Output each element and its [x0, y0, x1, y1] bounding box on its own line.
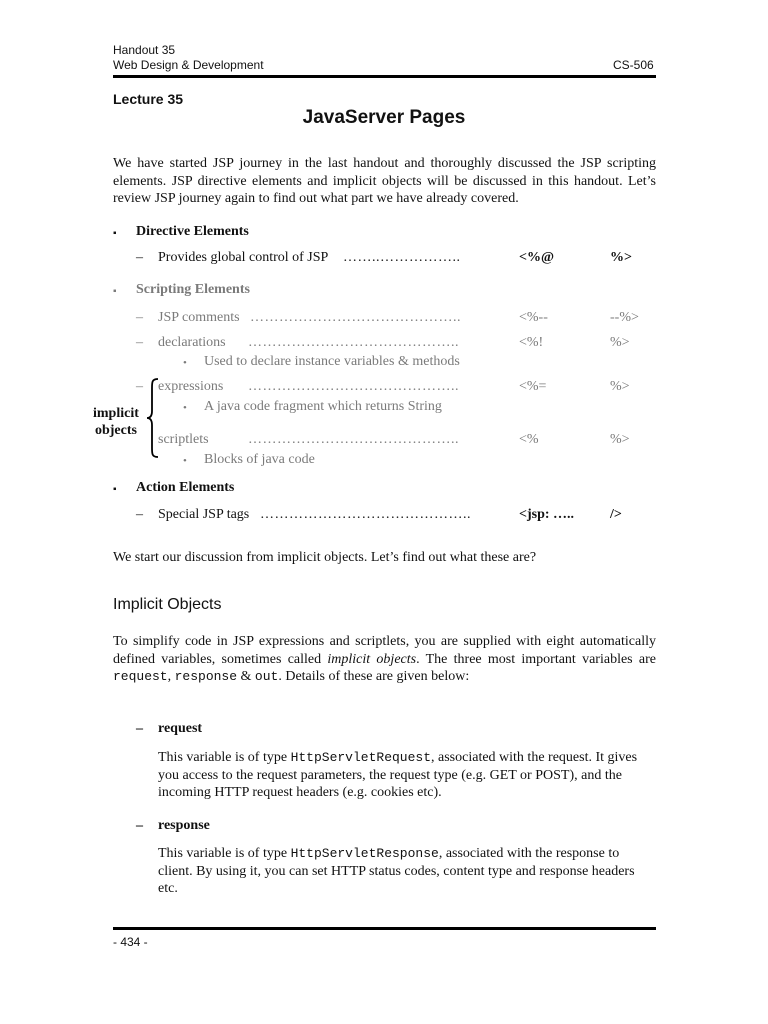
square-bullet-icon: ▪ [113, 228, 117, 239]
implicit-label-line1: implicit [93, 406, 139, 421]
expressions-description: A java code fragment which returns String [204, 399, 442, 414]
dash-icon: – [136, 250, 143, 265]
dash-icon: – [136, 335, 143, 350]
leader-dots: …………………………………….. [260, 507, 471, 522]
scriptlets-open-tag: <% [519, 432, 539, 447]
directive-open-tag: <%@ [519, 250, 554, 265]
scriptlets-close-tag: %> [610, 432, 630, 447]
leader-dots: …………………………………….. [248, 335, 459, 350]
scriptlets-label: scriptlets [158, 432, 209, 447]
scriptlets-description: Blocks of java code [204, 452, 315, 467]
page-number: - 434 - [113, 935, 148, 949]
request-heading: request [158, 721, 203, 736]
leader-dots: …………………………………….. [250, 310, 461, 325]
comments-open-tag: <%-- [519, 310, 548, 325]
round-bullet-icon: • [183, 455, 187, 467]
code-out: out [254, 669, 279, 684]
dash-icon: – [136, 818, 143, 833]
page-title: JavaServer Pages [302, 107, 466, 128]
expressions-label: expressions [158, 379, 224, 394]
emphasis: implicit objects [327, 651, 417, 667]
round-bullet-icon: • [183, 402, 187, 414]
directive-heading: Directive Elements [136, 224, 249, 239]
declarations-description: Used to declare instance variables & methods [204, 354, 460, 369]
declarations-close-tag: %> [610, 335, 630, 350]
scripting-heading: Scripting Elements [136, 282, 250, 297]
response-heading: response [158, 818, 210, 833]
expressions-open-tag: <%= [519, 379, 547, 394]
action-item: Special JSP tags [158, 507, 250, 522]
declarations-label: declarations [158, 335, 226, 350]
declarations-open-tag: <%! [519, 335, 544, 350]
curly-brace-icon [146, 378, 160, 458]
handout-number: Handout 35 [113, 43, 176, 57]
code-httpservletresponse: HttpServletResponse [290, 846, 439, 861]
code-request: request [113, 669, 168, 684]
expressions-close-tag: %> [610, 379, 630, 394]
square-bullet-icon: ▪ [113, 484, 117, 495]
comments-close-tag: --%> [610, 310, 639, 325]
action-heading: Action Elements [136, 480, 235, 495]
action-close-tag: /> [610, 507, 622, 522]
action-open-tag: <jsp: ….. [519, 507, 575, 522]
dash-icon: – [136, 721, 143, 736]
leader-dots: …………………………………….. [248, 379, 459, 394]
jsp-comments-label: JSP comments [158, 310, 240, 325]
directive-close-tag: %> [610, 250, 632, 265]
round-bullet-icon: • [183, 357, 187, 369]
response-description: This variable is of type HttpServletResponse, associated with the response to client. By using it, you can set HTTP status codes, content type and response headers etc. [158, 846, 635, 896]
transition-paragraph: We start our discussion from implicit objects. Let’s find out what these are? [113, 550, 537, 565]
code-httpservletrequest: HttpServletRequest [290, 750, 432, 765]
header-rule [113, 75, 656, 78]
intro-paragraph: We have started JSP journey in the last handout and thoroughly discussed the JSP scripting elements. JSP directive elements and implicit objects will be discussed in this handout. Let’s review JSP journey again to find out what part we have already covered. [113, 156, 656, 206]
directive-item: Provides global control of JSP [158, 250, 329, 265]
implicit-objects-label [93, 405, 139, 439]
dash-icon: – [136, 507, 143, 522]
request-description: This variable is of type HttpServletRequest, associated with the request. It gives you access to the request parameters, the request type (e.g. GET or POST), and the incoming HTTP request headers (e.g. cookies etc). [158, 750, 638, 800]
section-title: Implicit Objects [113, 596, 222, 613]
implicit-objects-paragraph: To simplify code in JSP expressions and scriptlets, you are supplied with eight automatically defined variables, sometimes called implicit objects. The three most important variables are request, response & out. Details of these are given below: [113, 634, 656, 684]
implicit-label-line2: objects [94, 423, 137, 438]
code-response: response [174, 669, 238, 684]
footer-rule [113, 927, 656, 930]
leader-dots: …………………………………….. [248, 432, 459, 447]
lecture-label: Lecture 35 [113, 91, 184, 107]
leader-dots: ……..…………….. [343, 250, 461, 265]
dash-icon: – [136, 310, 143, 325]
square-bullet-icon: ▪ [113, 286, 117, 297]
dash-icon: – [136, 379, 143, 394]
course-title: Web Design & Development [113, 58, 264, 72]
course-code: CS-506 [613, 58, 654, 72]
